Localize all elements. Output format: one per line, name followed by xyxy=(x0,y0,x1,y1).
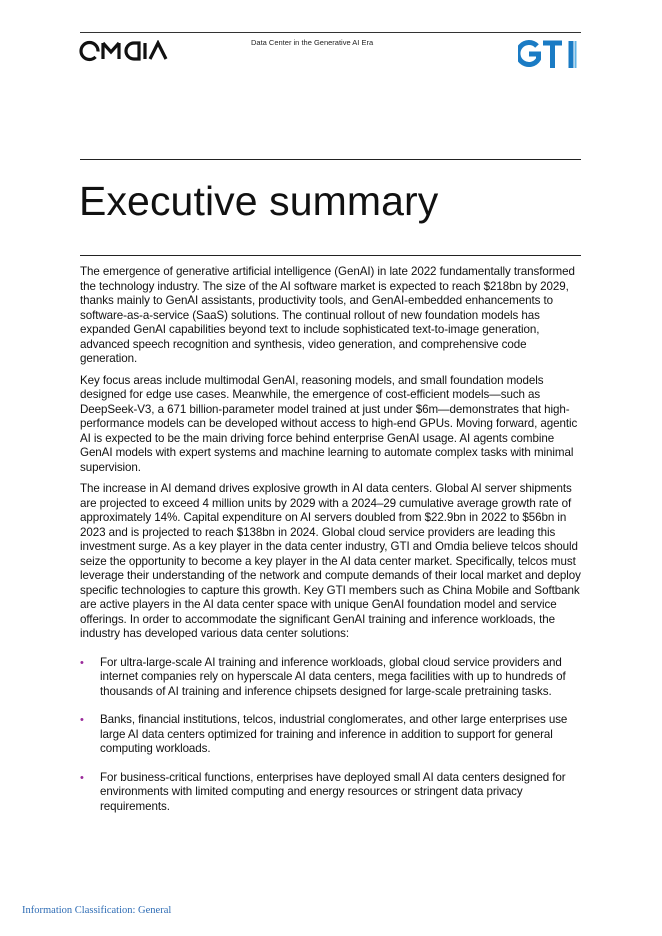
page-title: Executive summary xyxy=(79,178,439,224)
gti-logo xyxy=(518,38,582,70)
list-item-text: For ultra-large-scale AI training and inference workloads, global cloud service providers and internet companies rely on hyperscale AI data centers, mega facilities with up to hundreds of thousands of AI training and inference chipsets designed for large-scale pretraining tasks. xyxy=(100,655,566,698)
data-center-solutions-list xyxy=(80,656,582,815)
list-item-text: Banks, financial institutions, telcos, industrial conglomerates, and other large enterprises use large AI data centers optimized for training and inference in addition to support for general computing workloads. xyxy=(100,713,568,755)
list-item xyxy=(80,771,582,815)
bullet-icon: • xyxy=(80,714,84,726)
list-item-text: For business-critical functions, enterprises have deployed small AI data centers designed for environments with limited computing and energy resources or stringent data privacy requirements. xyxy=(100,770,566,813)
paragraph: The increase in AI demand drives explosive growth in AI data centers. Global AI server shipments are projected to exceed 4 million units by 2029 with a 2024–29 cumulative average growth rate of approximately 14%. Capital expenditure on AI servers doubled from $22.9bn in 2022 to $56bn in 2023 and is projected to reach $138bn in 2024. Global cloud service providers are leading this investment surge. As a key player in the data center industry, GTI and Omdia believe telcos should seize the opportunity to become a key player in the AI data center market. Specifically, telcos must leverage their understanding of the network and compute demands of their local market and deploy specific technologies to capture this growth. Key GTI members such as China Mobile and Softbank are active players in the AI data center space with unique GenAI foundation model and service offerings. In order to accommodate the significant GenAI training and inference workloads, the industry has developed various data center solutions: xyxy=(80,482,581,640)
paragraph: The emergence of generative artificial intelligence (GenAI) in late 2022 fundamentally transformed the technology industry. The size of the AI software market is expected to reach $218bn by 2029, thanks mainly to GenAI assistants, productivity tools, and GenAI-embedded enhancements to software-as-a-service (SaaS) solutions. The continual rollout of new foundation models has expanded GenAI capabilities beyond text to include sophisticated text-to-image generation, advanced speech recognition and synthesis, video generation, and comprehensive code generation. xyxy=(80,265,575,365)
document-title: Data Center in the Generative AI Era xyxy=(251,38,374,47)
list-item xyxy=(80,713,582,757)
paragraph: Key focus areas include multimodal GenAI, reasoning models, and small foundation models designed for edge use cases. Meanwhile, the emergence of cost-efficient models—such as DeepSeek-V3, a 671 billion-parameter model trained at just under $6m—demonstrates that high-performance models can be developed without access to high-end GPUs. Moving forward, agentic AI is expected to be the main driving force behind enterprise GenAI usage. AI agents combine GenAI models with expert systems and machine learning to automate complex tasks with minimal supervision. xyxy=(80,373,578,474)
bullet-icon: • xyxy=(80,656,84,669)
executive-summary-body xyxy=(80,265,582,828)
header-rule xyxy=(80,32,581,33)
title-rule-bottom xyxy=(80,255,581,256)
bullet-icon: • xyxy=(80,771,84,784)
title-rule-top xyxy=(80,159,581,160)
information-classification: Information Classification: General xyxy=(22,905,172,916)
list-item xyxy=(80,656,582,700)
omdia-logo xyxy=(79,40,171,62)
